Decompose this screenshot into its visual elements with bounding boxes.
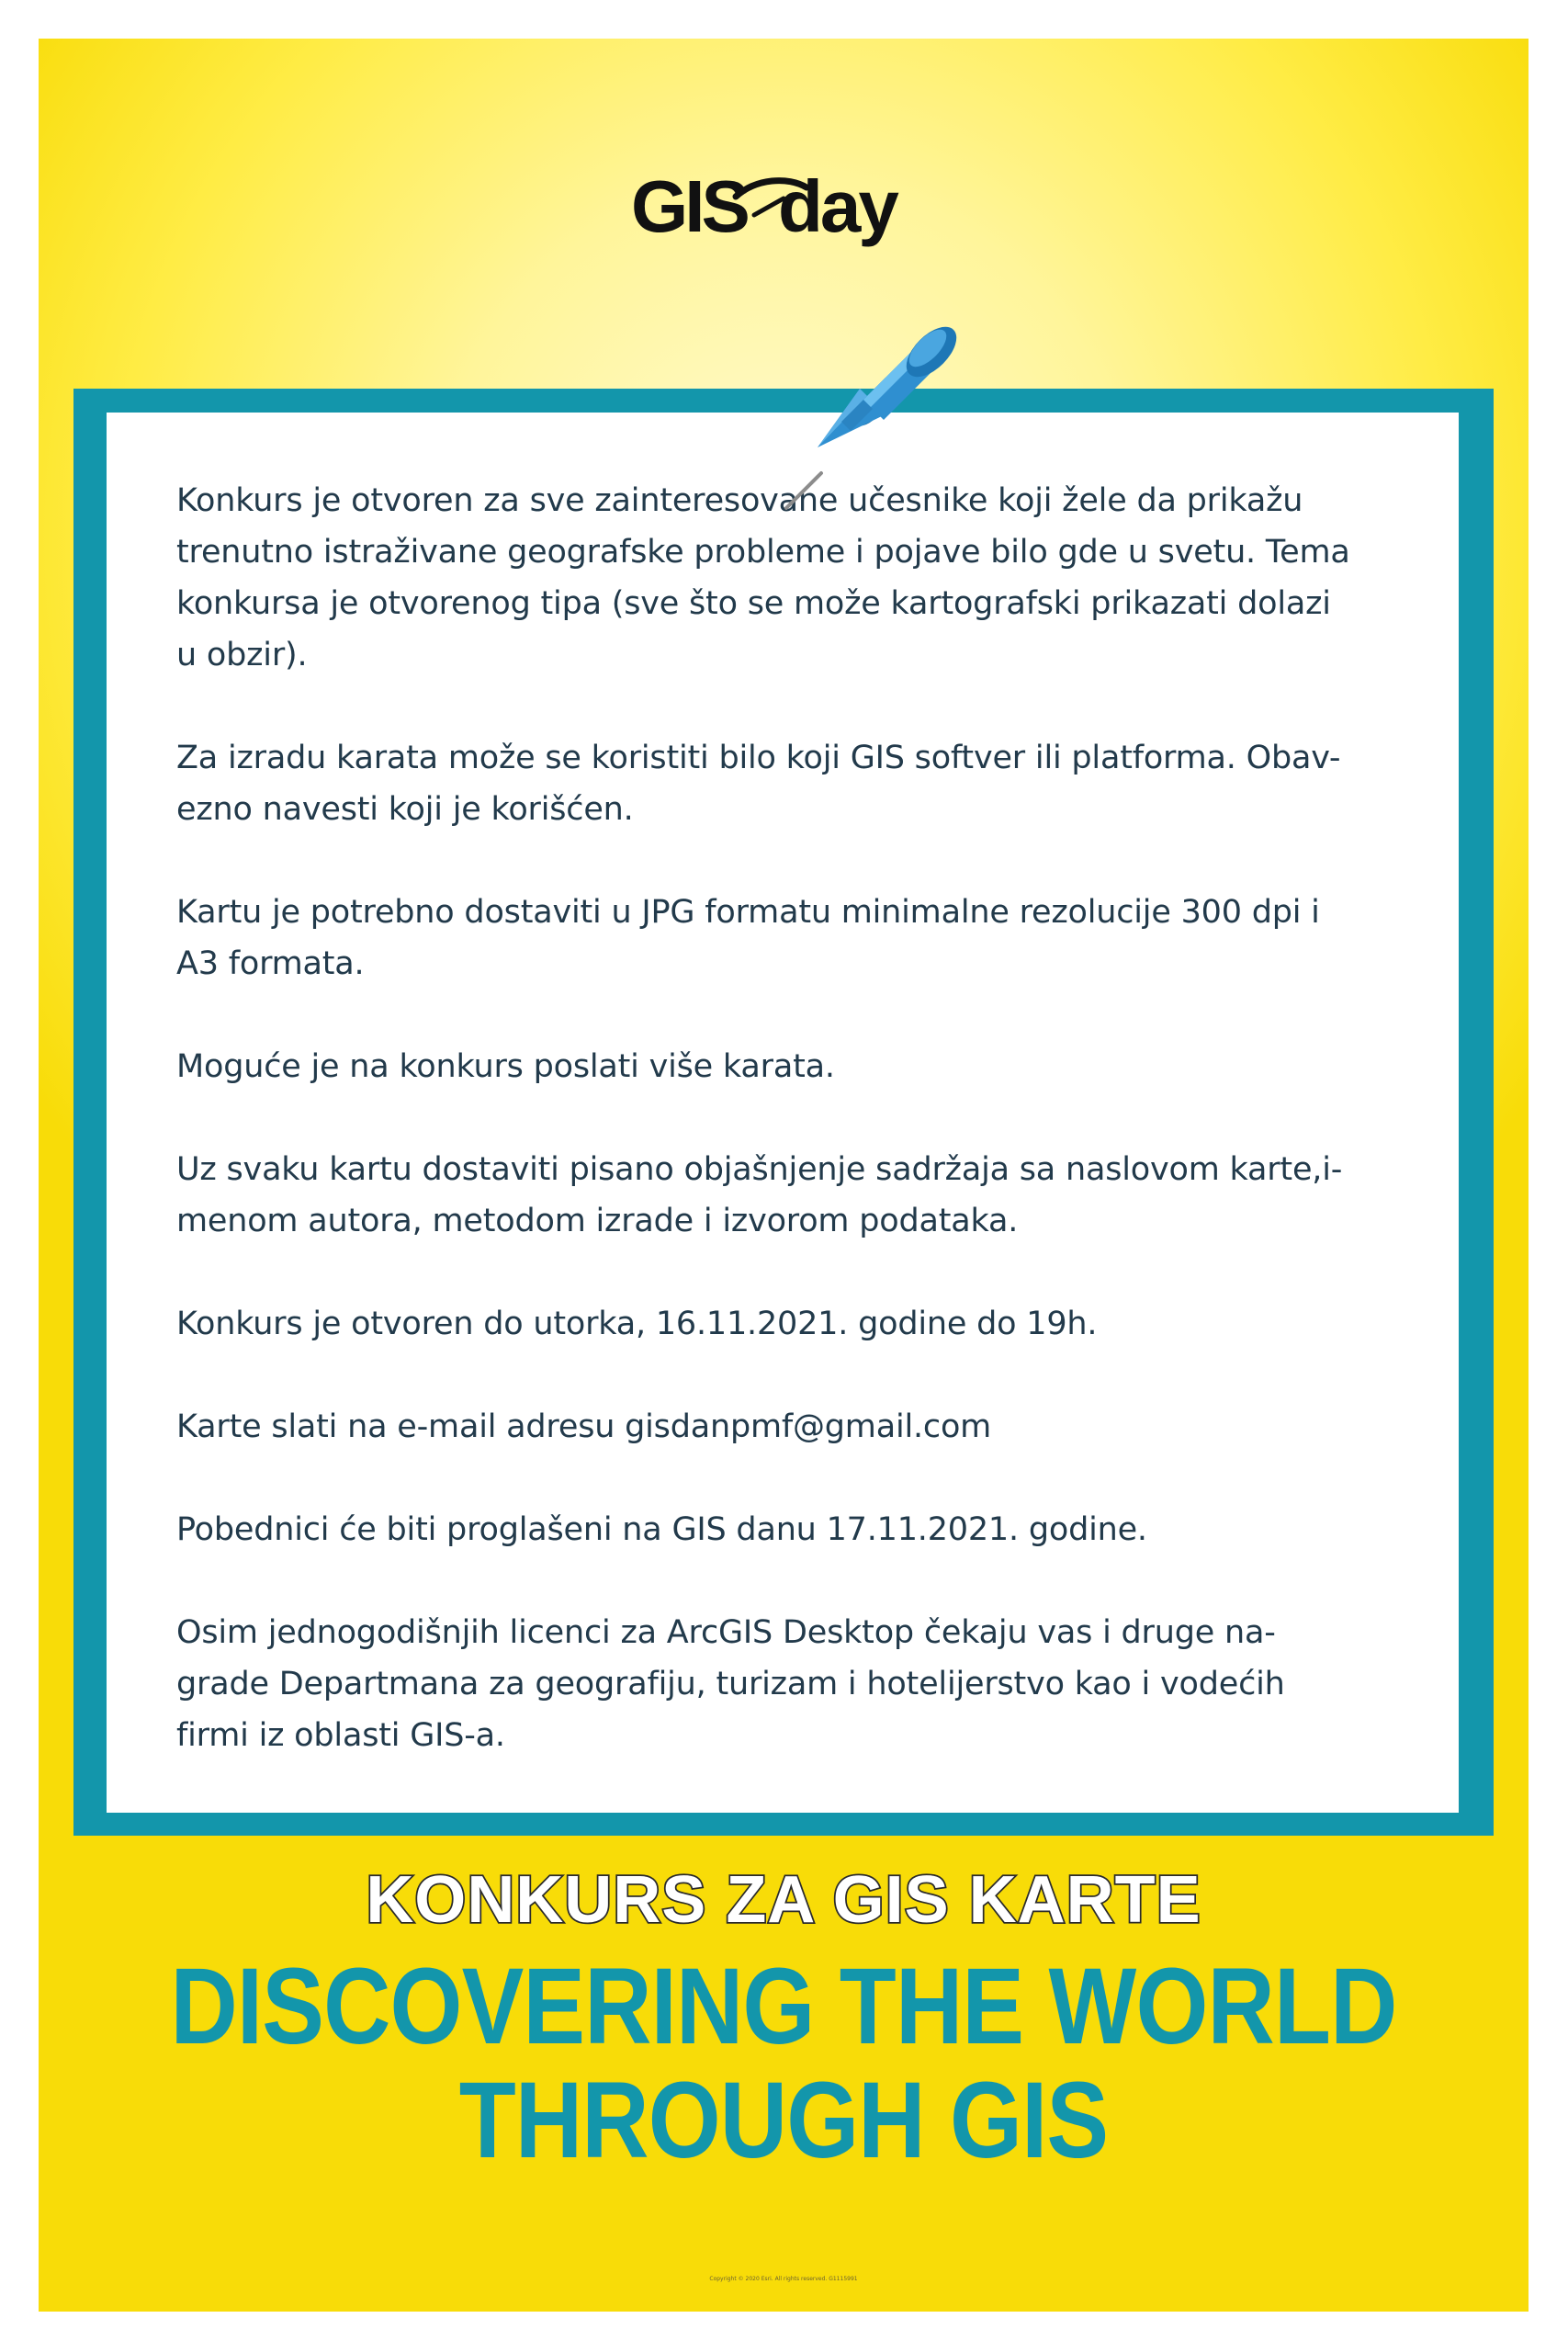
subtitle-banner [39, 1858, 1529, 1945]
subtitle-outline-text [278, 1858, 1289, 1940]
gis-day-logo [39, 160, 1529, 261]
logo-text-gis: GIS [631, 165, 747, 247]
logo-text-day: day [778, 165, 897, 247]
gis-day-logo-mark [627, 160, 940, 261]
copyright-notice: Copyright © 2020 Esri. All rights reserved. G1115991 [709, 2276, 858, 2282]
notice-paragraph-format: Kartu je potrebno dostaviti u JPG formatu minimalne rezolucije 300 dpi i A3 formata. [176, 894, 1320, 982]
notice-paragraph-winners: Pobednici će biti proglašeni na GIS danu 17.11.2021. godine. [176, 1511, 1147, 1548]
notice-frame [73, 389, 1494, 1836]
notice-paragraph-multiple: Moguće je na konkurs poslati više karata. [176, 1048, 835, 1085]
push-pin-icon [764, 300, 976, 512]
subtitle-text: KONKURS ZA GIS KARTE [366, 1863, 1201, 1937]
poster [39, 39, 1529, 2312]
headline-line-2: THROUGH GIS [458, 2060, 1109, 2181]
notice-paragraph-email: Karte slati na e-mail adresu gisdanpmf@gmail.com [176, 1408, 992, 1445]
notice-paragraph-eligibility: Konkurs je otvoren za sve zainteresovane učesnike koji žele da prikažu trenutno istraživane geografske probleme i pojave bilo gde u svetu. Tema konkursa je otvorenog tipa (sve što se može kartografski prikazati dolazi u obzir). [176, 482, 1350, 673]
headline-line-1: DISCOVERING THE WORLD [170, 1946, 1397, 2067]
notice-paragraph-deadline: Konkurs je otvoren do utorka, 16.11.2021. godine do 19h. [176, 1306, 1098, 1342]
notice-paragraph-prizes: Osim jednogodišnjih licenci za ArcGIS Desktop čekaju vas i druge na- grade Departmana za geografiju, turizam i hotelijerstvo kao i vodećih firmi iz oblasti GIS-a. [176, 1614, 1285, 1754]
headline [143, 1946, 1425, 2181]
notice-paragraph-software: Za izradu karata može se koristiti bilo koji GIS softver ili platforma. Obav- ezno navesti koji je korišćen. [176, 740, 1341, 828]
notice-card [107, 413, 1459, 1813]
notice-paragraph-description: Uz svaku kartu dostaviti pisano objašnjenje sadržaja sa naslovom karte,i- menom autora, metodom izrade i izvorom podataka. [176, 1151, 1343, 1239]
